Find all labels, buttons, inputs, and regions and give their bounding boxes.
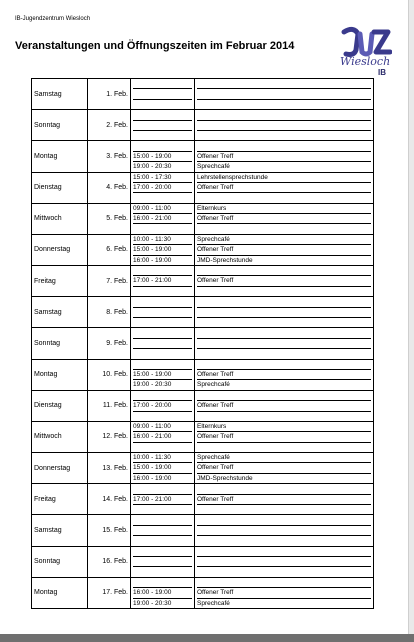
activity-cell xyxy=(195,515,374,546)
day-name: Montag xyxy=(32,141,88,172)
time-slot xyxy=(133,100,192,109)
activity-slot xyxy=(197,567,371,576)
time-slot xyxy=(133,360,192,370)
time-slot xyxy=(133,89,192,99)
time-slot: 19:00 - 20:30 xyxy=(133,163,172,171)
activity-slot: Offener Treff xyxy=(197,245,371,255)
activity-cell xyxy=(195,421,374,452)
activity-cell xyxy=(195,546,374,577)
activity-slot xyxy=(197,287,371,296)
day-name: Donnerstag xyxy=(32,453,88,484)
schedule-row xyxy=(32,453,374,484)
window-bottom-bar xyxy=(0,634,414,642)
time-slot xyxy=(133,121,192,131)
activity-slot: Offener Treff xyxy=(197,588,371,598)
activity-slot: Sprechcafé xyxy=(197,599,230,607)
time-slot xyxy=(133,567,192,576)
day-date: 7. Feb. xyxy=(88,266,131,297)
day-date: 17. Feb. xyxy=(88,577,131,608)
day-name: Sonntag xyxy=(32,546,88,577)
activity-slot: JMD-Sprechstunde xyxy=(197,256,253,264)
activity-slot xyxy=(197,349,371,358)
time-cell xyxy=(131,234,195,265)
activity-slot xyxy=(197,526,371,536)
schedule-row xyxy=(32,141,374,172)
activity-slot: Sprechcafé xyxy=(197,453,371,463)
time-slot xyxy=(133,557,192,567)
time-slot xyxy=(133,412,192,421)
day-name: Freitag xyxy=(32,266,88,297)
time-slot xyxy=(133,349,192,358)
activity-slot xyxy=(197,328,371,338)
time-slot xyxy=(133,515,192,525)
activity-cell xyxy=(195,484,374,515)
activity-cell xyxy=(195,297,374,328)
day-date: 12. Feb. xyxy=(88,421,131,452)
day-name: Samstag xyxy=(32,515,88,546)
time-cell xyxy=(131,421,195,452)
time-slot: 19:00 - 20:30 xyxy=(133,599,172,607)
time-slot: 16:00 - 21:00 xyxy=(133,432,192,442)
activity-slot xyxy=(197,297,371,307)
activity-slot xyxy=(197,505,371,514)
activity-slot xyxy=(197,193,371,202)
activity-slot xyxy=(197,89,371,99)
day-date: 5. Feb. xyxy=(88,203,131,234)
time-slot: 10:00 - 11:30 xyxy=(133,235,192,245)
activity-slot xyxy=(197,79,371,89)
time-cell xyxy=(131,390,195,421)
time-slot xyxy=(133,110,192,120)
time-slot: 15:00 - 19:00 xyxy=(133,152,192,162)
svg-text:Wiesloch: Wiesloch xyxy=(340,55,391,68)
day-date: 6. Feb. xyxy=(88,234,131,265)
time-slot xyxy=(133,547,192,557)
time-slot: 16:00 - 19:00 xyxy=(133,474,172,482)
time-slot xyxy=(133,578,192,588)
time-slot: 17:00 - 21:00 xyxy=(133,276,192,286)
activity-cell xyxy=(195,110,374,141)
activity-slot: Offener Treff xyxy=(197,463,371,473)
schedule-row xyxy=(32,546,374,577)
time-slot xyxy=(133,266,192,276)
activity-slot: Offener Treff xyxy=(197,495,371,505)
time-cell xyxy=(131,515,195,546)
activity-slot: Elternkurs xyxy=(197,422,371,432)
time-slot: 15:00 - 17:30 xyxy=(133,173,192,183)
schedule-table xyxy=(31,78,374,609)
day-date: 1. Feb. xyxy=(88,79,131,110)
day-name: Samstag xyxy=(32,297,88,328)
activity-cell xyxy=(195,266,374,297)
activity-slot: Sprechcafé xyxy=(197,163,230,171)
schedule-row xyxy=(32,421,374,452)
time-slot xyxy=(133,484,192,494)
time-cell xyxy=(131,359,195,390)
activity-slot: Sprechcafé xyxy=(197,381,230,389)
day-date: 13. Feb. xyxy=(88,453,131,484)
schedule-row xyxy=(32,297,374,328)
time-slot: 10:00 - 11:30 xyxy=(133,453,192,463)
activity-cell xyxy=(195,359,374,390)
schedule-row xyxy=(32,484,374,515)
day-date: 16. Feb. xyxy=(88,546,131,577)
time-slot xyxy=(133,526,192,536)
day-name: Dienstag xyxy=(32,390,88,421)
activity-slot: Offener Treff xyxy=(197,370,371,380)
activity-slot xyxy=(197,515,371,525)
time-slot xyxy=(133,318,192,327)
schedule-row xyxy=(32,577,374,608)
time-slot: 15:00 - 19:00 xyxy=(133,370,192,380)
day-date: 14. Feb. xyxy=(88,484,131,515)
time-slot xyxy=(133,224,192,233)
activity-slot xyxy=(197,578,371,588)
activity-slot: Offener Treff xyxy=(197,432,371,442)
time-cell xyxy=(131,577,195,608)
time-slot xyxy=(133,287,192,296)
time-cell xyxy=(131,297,195,328)
schedule-row xyxy=(32,390,374,421)
day-name: Mittwoch xyxy=(32,203,88,234)
time-slot xyxy=(133,141,192,151)
activity-slot xyxy=(197,266,371,276)
time-slot xyxy=(133,505,192,514)
time-slot xyxy=(133,297,192,307)
activity-slot xyxy=(197,110,371,120)
activity-cell xyxy=(195,141,374,172)
activity-slot: Lehrstellensprechstunde xyxy=(197,173,371,183)
time-cell xyxy=(131,328,195,359)
activity-slot: Offener Treff xyxy=(197,183,371,193)
day-date: 9. Feb. xyxy=(88,328,131,359)
activity-cell xyxy=(195,390,374,421)
schedule-row xyxy=(32,172,374,203)
organization-name: IB-Jugendzentrum Wiesloch xyxy=(15,16,91,22)
time-slot xyxy=(133,79,192,89)
svg-text:IB: IB xyxy=(378,68,386,77)
activity-slot xyxy=(197,547,371,557)
day-name: Freitag xyxy=(32,484,88,515)
time-slot: 16:00 - 21:00 xyxy=(133,214,192,224)
activity-slot xyxy=(197,484,371,494)
time-slot xyxy=(133,391,192,401)
activity-slot xyxy=(197,557,371,567)
time-slot xyxy=(133,339,192,349)
activity-cell xyxy=(195,79,374,110)
activity-cell xyxy=(195,172,374,203)
day-name: Sonntag xyxy=(32,328,88,359)
day-name: Montag xyxy=(32,577,88,608)
activity-slot xyxy=(197,318,371,327)
activity-slot xyxy=(197,100,371,109)
activity-slot xyxy=(197,141,371,151)
activity-slot: Offener Treff xyxy=(197,152,371,162)
time-cell xyxy=(131,266,195,297)
time-slot: 16:00 - 19:00 xyxy=(133,588,192,598)
time-slot xyxy=(133,131,192,140)
time-slot: 17:00 - 20:00 xyxy=(133,183,192,193)
time-slot: 17:00 - 21:00 xyxy=(133,495,192,505)
time-cell xyxy=(131,172,195,203)
schedule-row xyxy=(32,234,374,265)
page-edge xyxy=(408,0,414,642)
schedule-row xyxy=(32,110,374,141)
time-slot: 16:00 - 19:00 xyxy=(133,256,172,264)
activity-slot: Offener Treff xyxy=(197,401,371,411)
activity-slot: Elternkurs xyxy=(197,204,371,214)
day-date: 4. Feb. xyxy=(88,172,131,203)
activity-slot: Sprechcafé xyxy=(197,235,371,245)
day-name: Montag xyxy=(32,359,88,390)
activity-cell xyxy=(195,328,374,359)
activity-slot: JMD-Sprechstunde xyxy=(197,474,253,482)
time-slot: 19:00 - 20:30 xyxy=(133,381,172,389)
activity-cell xyxy=(195,577,374,608)
day-date: 3. Feb. xyxy=(88,141,131,172)
time-slot xyxy=(133,328,192,338)
activity-slot: Offener Treff xyxy=(197,214,371,224)
activity-cell xyxy=(195,234,374,265)
schedule-row xyxy=(32,328,374,359)
time-slot xyxy=(133,193,192,202)
schedule-row xyxy=(32,515,374,546)
time-slot: 15:00 - 19:00 xyxy=(133,245,192,255)
time-cell xyxy=(131,203,195,234)
activity-slot xyxy=(197,131,371,140)
day-name: Donnerstag xyxy=(32,234,88,265)
time-cell xyxy=(131,141,195,172)
time-slot: 17:00 - 20:00 xyxy=(133,401,192,411)
time-slot: 15:00 - 19:00 xyxy=(133,463,192,473)
activity-slot xyxy=(197,536,371,545)
day-name: Samstag xyxy=(32,79,88,110)
day-name: Dienstag xyxy=(32,172,88,203)
time-cell xyxy=(131,79,195,110)
day-date: 11. Feb. xyxy=(88,390,131,421)
activity-slot xyxy=(197,121,371,131)
schedule-row xyxy=(32,79,374,110)
day-date: 15. Feb. xyxy=(88,515,131,546)
time-cell xyxy=(131,546,195,577)
activity-cell xyxy=(195,453,374,484)
page-title: Veranstaltungen und Öffnungszeiten im Februar 2014 xyxy=(15,40,295,52)
schedule-row xyxy=(32,266,374,297)
activity-slot xyxy=(197,443,371,452)
time-cell xyxy=(131,484,195,515)
day-name: Mittwoch xyxy=(32,421,88,452)
time-cell xyxy=(131,453,195,484)
schedule-row xyxy=(32,203,374,234)
day-date: 8. Feb. xyxy=(88,297,131,328)
time-slot xyxy=(133,536,192,545)
activity-slot xyxy=(197,412,371,421)
activity-slot xyxy=(197,360,371,370)
time-slot: 09:00 - 11:00 xyxy=(133,204,192,214)
activity-cell xyxy=(195,203,374,234)
juz-logo xyxy=(336,24,392,78)
time-cell xyxy=(131,110,195,141)
time-slot xyxy=(133,443,192,452)
activity-slot xyxy=(197,308,371,318)
activity-slot: Offener Treff xyxy=(197,276,371,286)
day-name: Sonntag xyxy=(32,110,88,141)
schedule-row xyxy=(32,359,374,390)
time-slot xyxy=(133,308,192,318)
activity-slot xyxy=(197,391,371,401)
time-slot: 09:00 - 11:00 xyxy=(133,422,192,432)
day-date: 2. Feb. xyxy=(88,110,131,141)
activity-slot xyxy=(197,224,371,233)
day-date: 10. Feb. xyxy=(88,359,131,390)
activity-slot xyxy=(197,339,371,349)
